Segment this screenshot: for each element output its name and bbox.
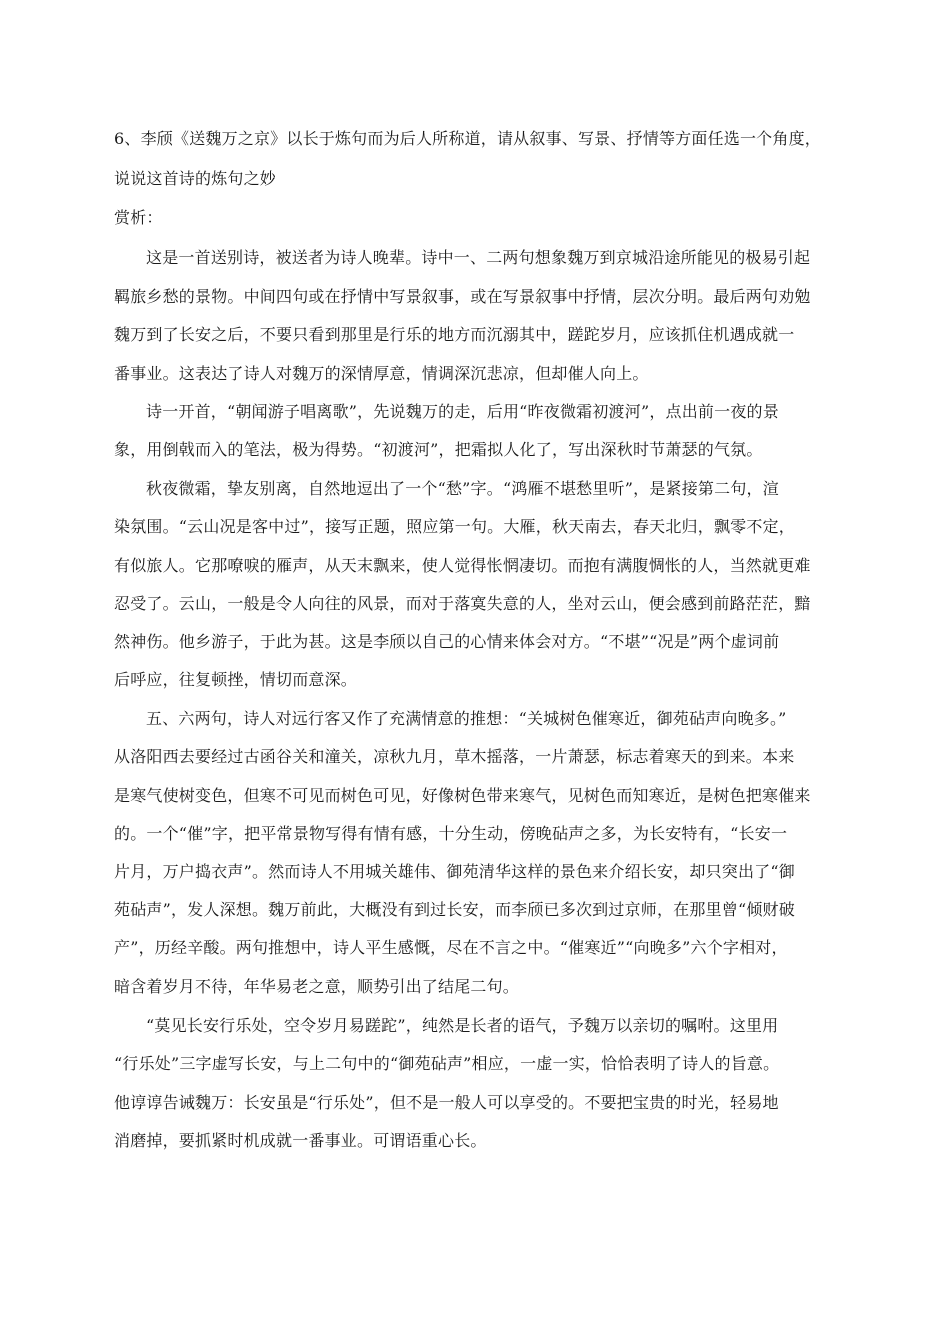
paragraph-2-line-2: 象，用倒戟而入的笔法，极为得势。“初渡河”，把霜拟人化了，写出深秋时节萧瑟的气氛。 (114, 440, 763, 459)
appreciation-label: 赏析： (114, 208, 163, 227)
paragraph-5-line-4: 消磨掉，要抓紧时机成就一番事业。可谓语重心长。 (114, 1131, 487, 1150)
paragraph-3-line-6: 后呼应，往复顿挫，情切而意深。 (114, 670, 358, 689)
paragraph-3-line-1: 秋夜微霜，挚友别离，自然地逗出了一个“愁”字。“鸿雁不堪愁里听”，是紧接第二句，渲 (146, 479, 779, 498)
paragraph-3-line-2: 染氛围。“云山况是客中过”，接写正题，照应第一句。大雁，秋天南去，春天北归，飘零不定， (114, 517, 795, 536)
paragraph-3-line-3: 有似旅人。它那嘹唳的雁声，从天末飘来，使人觉得怅惘凄切。而抱有满腹惆怅的人，当然就更难 (114, 556, 811, 575)
paragraph-4-line-8: 暗含着岁月不待，年华易老之意，顺势引出了结尾二句。 (114, 977, 520, 996)
paragraph-1-line-1: 这是一首送别诗，被送者为诗人晚辈。诗中一、二两句想象魏万到京城沿途所能见的极易引起 (146, 248, 811, 267)
paragraph-3-line-5: 然神伤。他乡游子，于此为甚。这是李颀以自己的心情来体会对方。“不堪”“况是”两个虚词前 (114, 632, 780, 651)
paragraph-4-line-6: 苑砧声”，发人深想。魏万前此，大概没有到过长安，而李颀已多次到过京师，在那里曾“倾财破 (114, 900, 795, 919)
question-line-2: 说说这首诗的炼句之妙 (114, 169, 277, 188)
paragraph-4-line-5: 片月，万户捣衣声”。然而诗人不用城关雄伟、御苑清华这样的景色来介绍长安，却只突出了“御 (114, 862, 795, 881)
paragraph-3-line-4: 忍受了。云山，一般是令人向往的风景，而对于落寞失意的人，坐对云山，便会感到前路茫茫，黯 (114, 594, 811, 613)
paragraph-2-line-1: 诗一开首，“朝闻游子唱离歌”，先说魏万的走，后用“昨夜微霜初渡河”，点出前一夜的景 (146, 402, 779, 421)
paragraph-1-line-3: 魏万到了长安之后，不要只看到那里是行乐的地方而沉溺其中，蹉跎岁月，应该抓住机遇成就一 (114, 325, 795, 344)
paragraph-4-line-7: 产”，历经辛酸。两句推想中，诗人平生感慨，尽在不言之中。“催寒近”“向晚多”六个字相对， (114, 938, 788, 957)
paragraph-4-line-4: 的。一个“催”字，把平常景物写得有情有感，十分生动，傍晚砧声之多，为长安特有，“长安一 (114, 824, 788, 843)
paragraph-1-line-4: 番事业。这表达了诗人对魏万的深情厚意，情调深沉悲凉，但却催人向上。 (114, 364, 649, 383)
paragraph-5-line-1: “莫见长安行乐处，空令岁月易蹉跎”，纯然是长者的语气，予魏万以亲切的嘱咐。这里用 (146, 1016, 779, 1035)
paragraph-4-line-1: 五、六两句，诗人对远行客又作了充满情意的推想：“关城树色催寒近，御苑砧声向晚多。” (146, 709, 787, 728)
paragraph-4-line-2: 从洛阳西去要经过古函谷关和潼关，凉秋九月，草木摇落，一片萧瑟，标志着寒天的到来。本来 (114, 747, 795, 766)
paragraph-5-line-2: “行乐处”三字虚写长安，与上二句中的“御苑砧声”相应，一虚一实，恰恰表明了诗人的旨意。 (114, 1054, 780, 1073)
paragraph-5-line-3: 他谆谆告诫魏万：长安虽是“行乐处”，但不是一般人可以享受的。不要把宝贵的时光，轻易地 (114, 1093, 779, 1112)
paragraph-1-line-2: 羁旅乡愁的景物。中间四句或在抒情中写景叙事，或在写景叙事中抒情，层次分明。最后两句劝勉 (114, 287, 811, 306)
question-line-1: 6、李颀《送魏万之京》以长于炼句而为后人所称道，请从叙事、写景、抒情等方面任选一个角度， (114, 129, 821, 148)
paragraph-4-line-3: 是寒气使树变色，但寒不可见而树色可见，好像树色带来寒气，见树色而知寒近，是树色把寒催来 (114, 786, 811, 805)
